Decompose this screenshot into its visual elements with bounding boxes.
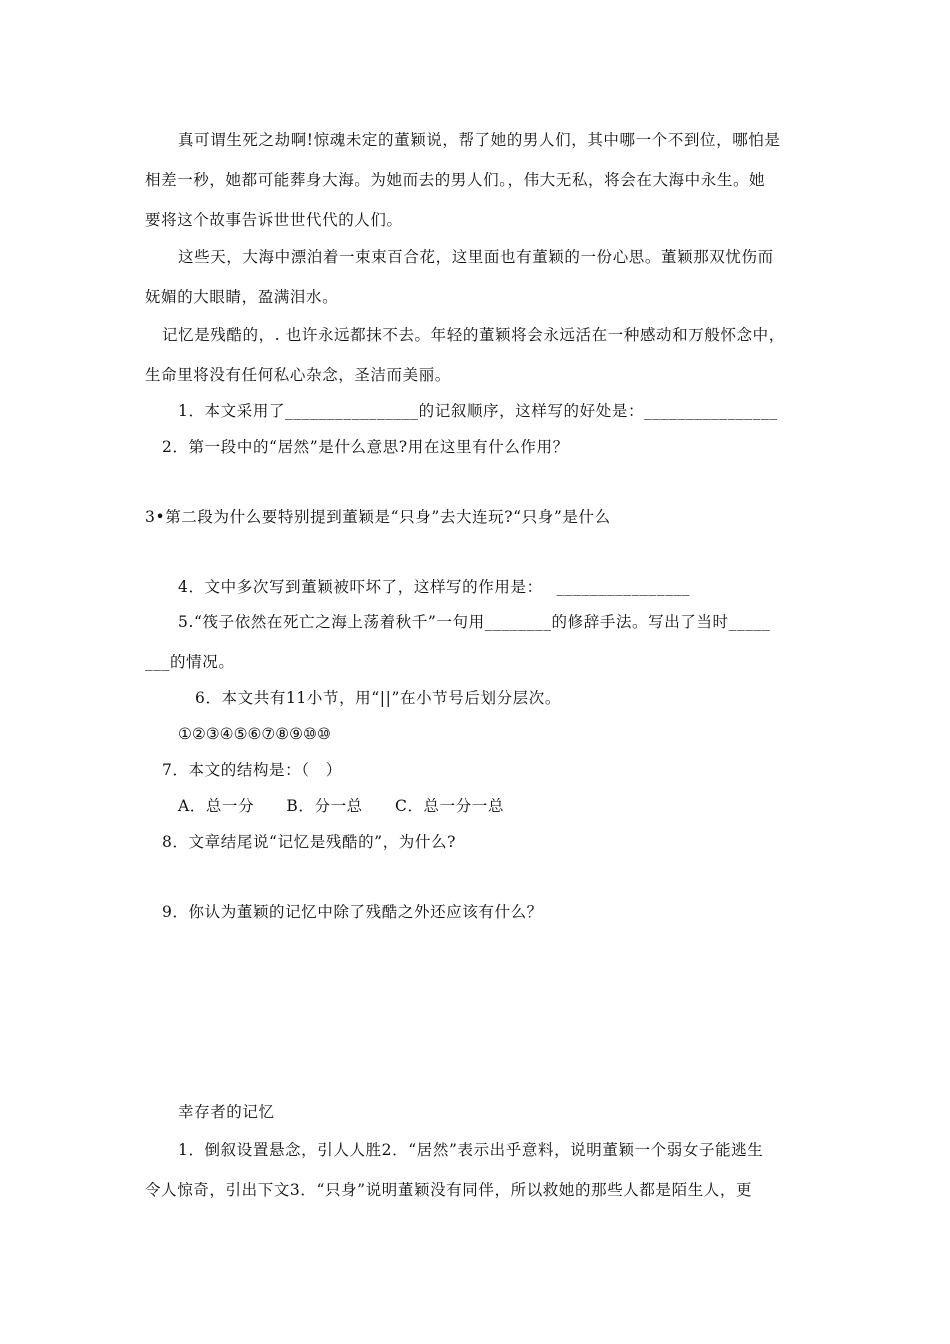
question-9: 9．你认为董颖的记忆中除了残酷之外还应该有什么？ [162,903,543,921]
question-5-line2: ___的情况。 [145,653,235,671]
question-7-options: A．总一分 B．分一总 C．总一分一总 [178,797,505,815]
answers-line1: 1．倒叙设置悬念，引人人胜2．“居然”表示出乎意料，说明董颖一个弱女子能逃生 [178,1141,764,1159]
passage-p1-line3: 要将这个故事告诉世世代代的人们。 [145,211,403,229]
question-2: 2．第一段中的“居然”是什么意思?用在这里有什么作用？ [162,438,569,456]
passage-p2-line2: 妩媚的大眼睛，盈满泪水。 [145,288,339,306]
question-5-line1: 5.“筏子依然在死亡之海上荡着秋千”一句用________的修辞手法。写出了当时_____ [178,613,771,631]
passage-p3-line1: 记忆是残酷的，. 也许永远都抹不去。年轻的董颖将会永远活在一种感动和万般怀念中， [162,326,785,344]
question-6-section-numbers: ①②③④⑤⑥⑦⑧⑨⑩⑩ [178,725,331,743]
passage-p1-line1: 真可谓生死之劫啊!惊魂未定的董颖说，帮了她的男人们，其中哪一个不到位，哪怕是 [178,131,781,149]
answers-title: 幸存者的记忆 [178,1103,275,1121]
answers-line2: 令人惊奇，引出下文3．“只身”说明董颖没有同伴，所以救她的那些人都是陌生人，更 [145,1181,753,1199]
question-4: 4．文中多次写到董颖被吓坏了，这样写的作用是： ________________ [178,578,691,596]
question-1: 1．本文采用了________________的记叙顺序，这样写的好处是：________________ [178,402,778,420]
question-7: 7．本文的结构是：（ ） [162,761,342,779]
question-8: 8．文章结尾说“记忆是残酷的”，为什么? [162,833,457,851]
question-6: 6．本文共有11小节，用“||”在小节号后划分层次。 [195,689,561,707]
passage-p1-line2: 相差一秒，她都可能葬身大海。为她而去的男人们。，伟大无私，将会在大海中永生。她 [145,171,766,189]
passage-p2-line1: 这些天，大海中漂泊着一束束百合花，这里面也有董颖的一份心思。董颖那双忧伤而 [178,248,774,266]
question-3: 3•第二段为什么要特别提到董颖是“只身”去大连玩?“只身”是什么 [145,508,611,526]
passage-p3-line2: 生命里将没有任何私心杂念，圣洁而美丽。 [145,366,451,384]
